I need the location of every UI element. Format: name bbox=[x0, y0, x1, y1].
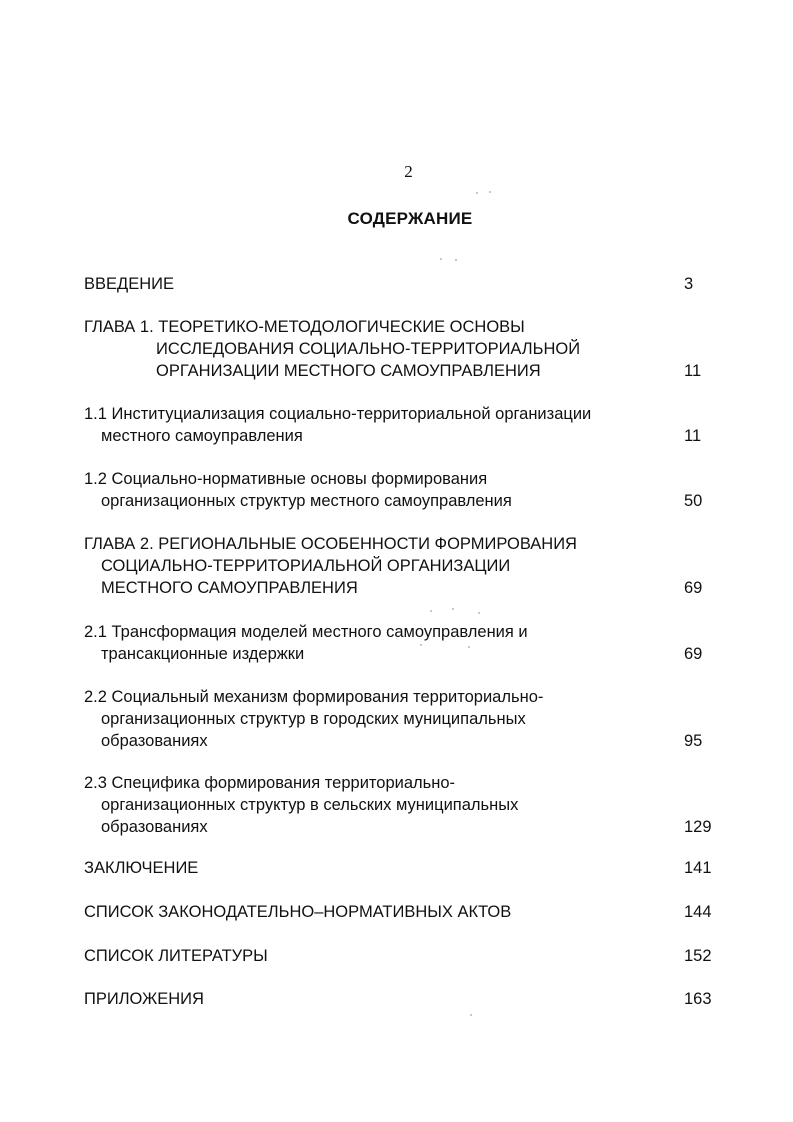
entry-page-number: 11 bbox=[684, 427, 702, 445]
scan-speck bbox=[478, 612, 480, 614]
entry-line: организационных структур в сельских муниципальных bbox=[101, 796, 519, 814]
entry-line: 2.2 Социальный механизм формирования территориально- bbox=[84, 688, 544, 706]
scan-speck bbox=[440, 258, 442, 260]
entry-page-number: 95 bbox=[684, 732, 703, 750]
toc-entry-chapter-1[interactable] bbox=[84, 316, 724, 382]
entry-line: ПРИЛОЖЕНИЯ bbox=[84, 990, 204, 1008]
entry-page-number: 69 bbox=[684, 579, 703, 597]
scan-speck bbox=[430, 610, 432, 612]
entry-page-number: 144 bbox=[684, 903, 712, 921]
toc-entry-conclusion[interactable] bbox=[84, 857, 724, 879]
entry-page-number: 152 bbox=[684, 947, 712, 965]
toc-entry-section-1-2[interactable] bbox=[84, 468, 724, 512]
entry-line: СОЦИАЛЬНО-ТЕРРИТОРИАЛЬНОЙ ОРГАНИЗАЦИИ bbox=[101, 557, 511, 575]
entry-page-number: 50 bbox=[684, 492, 703, 510]
toc-entry-appendices[interactable] bbox=[84, 988, 724, 1010]
toc-entry-section-1-1[interactable] bbox=[84, 403, 724, 447]
entry-line: ЗАКЛЮЧЕНИЕ bbox=[84, 859, 199, 877]
entry-line: ОРГАНИЗАЦИИ МЕСТНОГО САМОУПРАВЛЕНИЯ bbox=[156, 362, 541, 380]
scan-speck bbox=[476, 192, 478, 194]
entry-line: образованиях bbox=[101, 732, 208, 750]
entry-line: 1.2 Социально-нормативные основы формирования bbox=[84, 470, 488, 488]
entry-line: ВВЕДЕНИЕ bbox=[84, 275, 174, 293]
scan-speck bbox=[470, 1014, 472, 1016]
page-number: 2 bbox=[404, 162, 413, 181]
scan-speck bbox=[489, 191, 491, 193]
entry-line: организационных структур в городских муниципальных bbox=[101, 710, 526, 728]
scan-speck bbox=[420, 644, 422, 646]
entry-page-number: 141 bbox=[684, 859, 712, 877]
entry-page-number: 163 bbox=[684, 990, 712, 1008]
toc-entry-bibliography[interactable] bbox=[84, 945, 724, 967]
entry-line: трансакционные издержки bbox=[101, 645, 305, 663]
entry-line: 1.1 Институциализация социально-территориальной организации bbox=[84, 405, 592, 423]
toc-entry-chapter-2[interactable] bbox=[84, 533, 724, 599]
entry-page-number: 3 bbox=[684, 275, 694, 293]
toc-entry-introduction[interactable] bbox=[84, 273, 724, 295]
entry-line: 2.3 Специфика формирования территориально- bbox=[84, 774, 456, 792]
entry-line: МЕСТНОГО САМОУПРАВЛЕНИЯ bbox=[101, 579, 358, 597]
toc-entry-section-2-1[interactable] bbox=[84, 621, 724, 665]
scan-speck bbox=[468, 646, 470, 648]
entry-line: СПИСОК ЗАКОНОДАТЕЛЬНО–НОРМАТИВНЫХ АКТОВ bbox=[84, 903, 512, 921]
entry-line: организационных структур местного самоуправления bbox=[101, 492, 512, 510]
toc-entry-section-2-3[interactable] bbox=[84, 772, 724, 838]
toc-entry-section-2-2[interactable] bbox=[84, 686, 724, 752]
scan-speck bbox=[455, 259, 457, 261]
entry-line: ИССЛЕДОВАНИЯ СОЦИАЛЬНО-ТЕРРИТОРИАЛЬНОЙ bbox=[156, 340, 581, 358]
entry-line: ГЛАВА 2. РЕГИОНАЛЬНЫЕ ОСОБЕННОСТИ ФОРМИРОВАНИЯ bbox=[84, 535, 577, 553]
entry-line: СПИСОК ЛИТЕРАТУРЫ bbox=[84, 947, 268, 965]
entry-page-number: 11 bbox=[684, 362, 702, 380]
entry-line: ГЛАВА 1. ТЕОРЕТИКО-МЕТОДОЛОГИЧЕСКИЕ ОСНОВЫ bbox=[84, 318, 525, 336]
entry-line: образованиях bbox=[101, 818, 208, 836]
toc-title: СОДЕРЖАНИЕ bbox=[347, 209, 473, 228]
entry-line: 2.1 Трансформация моделей местного самоуправления и bbox=[84, 623, 528, 641]
entry-page-number: 69 bbox=[684, 645, 703, 663]
toc-entry-legal-acts[interactable] bbox=[84, 901, 724, 923]
entry-line: местного самоуправления bbox=[101, 427, 303, 445]
scan-speck bbox=[452, 608, 454, 610]
entry-page-number: 129 bbox=[684, 818, 712, 836]
